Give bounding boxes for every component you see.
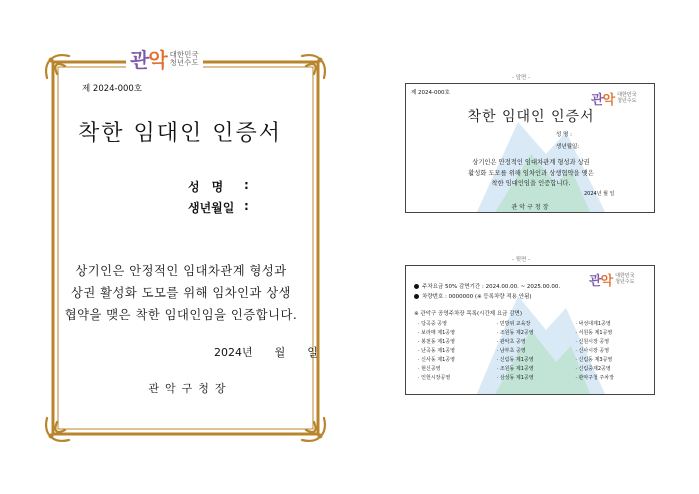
birthdate-label: 생년월일 [188, 201, 235, 215]
list-item: · 보라매 제1공영 [418, 330, 455, 336]
certificate-body [58, 260, 304, 326]
bullet-icon [414, 294, 419, 299]
card-front [405, 83, 655, 213]
issuer-name: 관악구청장 [148, 382, 232, 395]
logo-mark: 관악 [589, 274, 613, 289]
list-item: · 현신공영 [418, 366, 441, 372]
gwanak-logo [589, 270, 634, 289]
gwanak-logo [126, 44, 203, 73]
bullet-icon [414, 284, 419, 289]
card-body [406, 158, 655, 190]
body-line: 상기인은 안정적인 임대차관계 형성과 상권 [472, 159, 590, 166]
list-item: · 서원동 제1공영 [575, 330, 613, 336]
name-label: 성명 [188, 180, 236, 194]
parking-lot-list [418, 320, 650, 383]
list-item: · 조원동 제1공영 [496, 366, 534, 372]
body-line: 상기인은 안정적인 임대차관계 형성과 [75, 264, 287, 278]
logo-mark: 관악 [130, 48, 167, 72]
birthdate-label: 생년월일: [556, 144, 580, 150]
logo-slogan: 대한민국 청년수도 [169, 49, 199, 67]
card-number: 제 2024-000호 [411, 90, 450, 96]
issue-date: 2024년 월 일 [584, 191, 615, 197]
logo-mark: 관악 [591, 93, 615, 108]
back-side-label: - 뒷면 - [512, 257, 531, 263]
list-item: · 신사시장 공영 [575, 348, 610, 354]
body-line: 활성화 도모를 위해 임차인과 상생협약을 맺은 [468, 169, 594, 177]
certificate-title: 착한 임대인 인증서 [77, 121, 282, 146]
list-item: · 당곡중 공영 [418, 321, 447, 327]
vehicle-number: 차량번호 : 0000000 (※ 등록차량 적용 안됨) [414, 292, 532, 300]
issuer-name: 관악구청장 [511, 204, 551, 211]
card-back [405, 265, 655, 395]
logo-slogan: 대한민국 청년수도 [617, 92, 637, 104]
name-label: 성 명 : [556, 132, 572, 138]
card-title: 착한 임대인 인증서 [467, 109, 595, 125]
list-item: · 조원동 제2공영 [496, 330, 534, 336]
list-item: · 신림동 제1공영 [496, 357, 534, 363]
body-line: 착한 임대인임을 인증합니다. [491, 180, 571, 187]
list-item: · 민방위 교육장 [496, 321, 531, 327]
certificate-number: 제 2024-000호 [82, 84, 143, 94]
list-item: · 인헌시장공영 [418, 375, 451, 381]
list-item: · 관악구청 주차장 [575, 375, 614, 381]
issue-date: 2024년 월 일 [214, 346, 318, 359]
discount-period: 주차요금 50% 감면기간 : 2024.00.00. ~ 2025.00.00. [414, 282, 560, 290]
logo-slogan: 대한민국 청년수도 [615, 273, 635, 285]
birthdate-colon: : [244, 199, 249, 213]
list-item: · 신림동 제3공영 [575, 357, 613, 363]
list-item: · 낙성대제1공영 [575, 321, 611, 327]
list-item: · 신림중제2공영 [575, 366, 611, 372]
list-item: · 봉천동 제1공영 [418, 339, 455, 345]
body-line: 상권 활성화 도모를 위해 임차인과 상생 [70, 286, 292, 300]
list-item: · 난곡동 제1공영 [418, 348, 455, 354]
list-item: · 신원시장 공영 [575, 339, 610, 345]
list-item: · 신사동 제1공영 [418, 357, 455, 363]
list-item: · 남부초 공영 [496, 348, 526, 354]
list-item: · 삼성동 제1공영 [496, 375, 534, 381]
name-colon: : [244, 178, 249, 192]
list-item: · 관악초 공영 [496, 339, 526, 345]
parking-list-title: ※ 관악구 공영주차장 목록(시간제 요금 감면) [414, 311, 522, 317]
body-line: 협약을 맺은 착한 임대인임을 인증합니다. [64, 308, 298, 322]
front-side-label: - 앞면 - [512, 75, 531, 81]
